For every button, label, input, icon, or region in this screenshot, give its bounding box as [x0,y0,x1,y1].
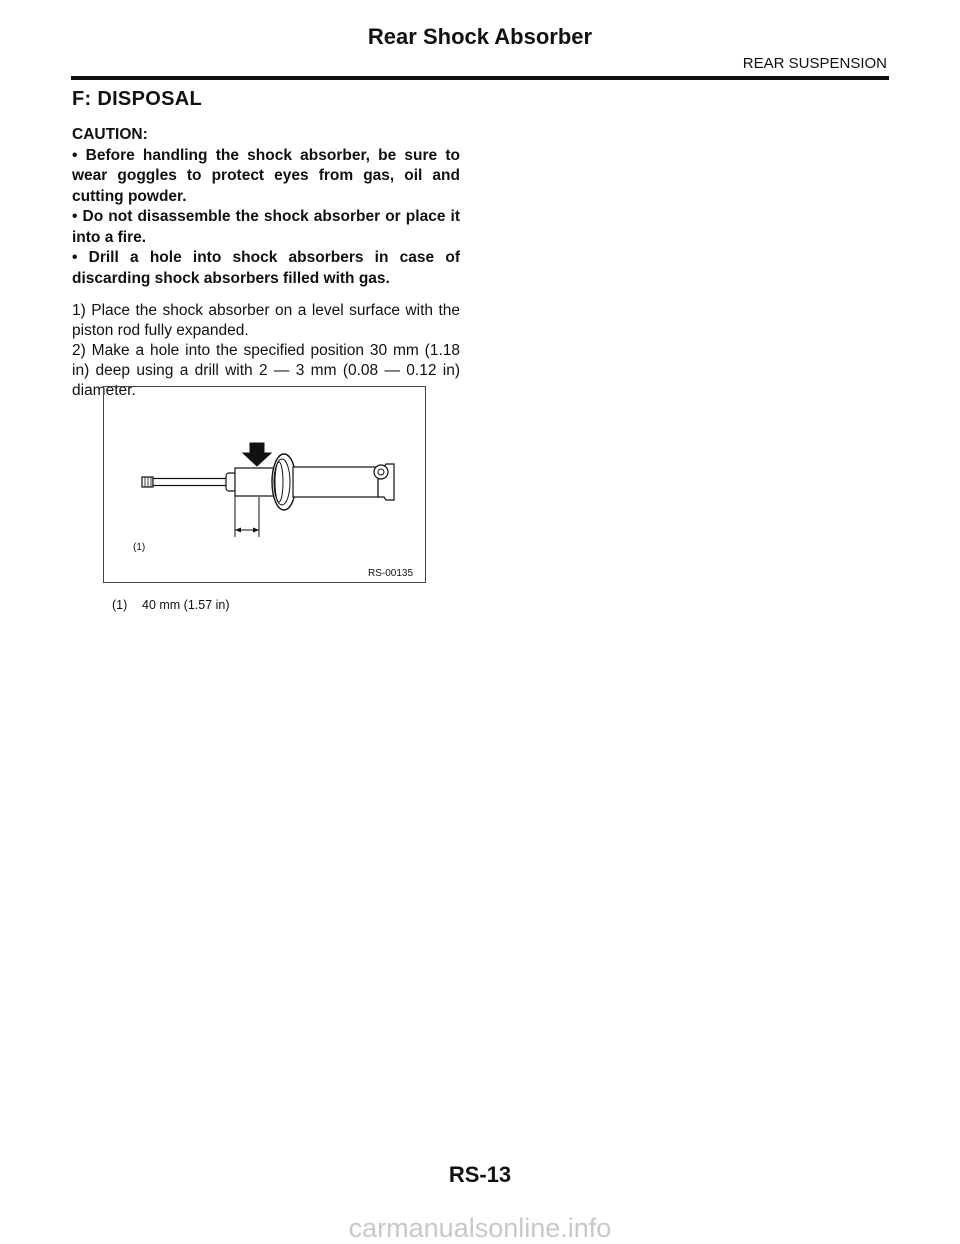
dimension-arrowhead-right [253,528,259,533]
caution-label: CAUTION: [72,126,148,143]
caution-block [72,125,460,289]
header-rule [71,76,889,80]
piston-rod [153,479,228,486]
lower-mount-eye [374,465,388,479]
shock-absorber-drawing [104,387,425,582]
page-title: Rear Shock Absorber [367,24,593,49]
step-2: 2) Make a hole into the specified position 30 mm (1.18 in) deep using a drill with 2 — 3 mm (0.08 — 0.12 in) diameter. [72,342,460,399]
caution-item: • Before handling the shock absorber, be sure to wear goggles to protect eyes from gas, oil and cutting powder. [72,146,460,205]
figure-code: RS-00135 [368,568,414,579]
section-heading: F: DISPOSAL [72,88,202,110]
figure-legend [112,598,230,612]
shock-absorber-figure [103,386,426,583]
main-column [72,88,460,401]
watermark: carmanualsonline.info [348,1213,612,1243]
section-name: REAR SUSPENSION [742,55,887,72]
legend-text: 40 mm (1.57 in) [142,598,230,612]
legend-number: (1) [112,598,128,612]
dimension-arrowhead-left [235,528,241,533]
figure-callout: (1) [133,542,146,553]
absorber-body [293,467,378,497]
step-1: 1) Place the shock absorber on a level surface with the piston rod fully expanded. [72,302,460,339]
caution-item: • Drill a hole into shock absorbers in case of discarding shock absorbers filled with gas. [72,249,460,287]
drill-arrow-icon [243,443,271,466]
spring-seat [272,454,296,510]
page-number: RS-13 [448,1162,512,1187]
caution-item: • Do not disassemble the shock absorber or place it into a fire. [72,208,460,246]
